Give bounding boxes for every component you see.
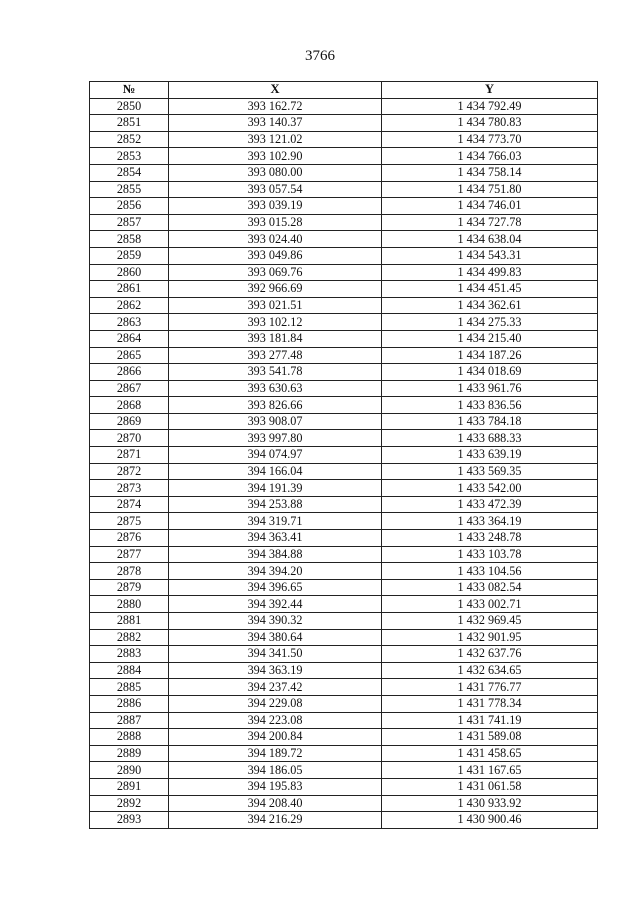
table-row bbox=[90, 314, 598, 331]
x-coordinate-cell: 393 277.48 bbox=[169, 347, 382, 364]
x-coordinate-cell: 394 166.04 bbox=[169, 463, 382, 480]
point-number-cell: 2892 bbox=[90, 795, 169, 812]
table-row bbox=[90, 812, 598, 829]
y-coordinate-cell: 1 433 784.18 bbox=[382, 413, 598, 430]
table-row bbox=[90, 613, 598, 630]
table-row bbox=[90, 563, 598, 580]
y-coordinate-cell: 1 434 758.14 bbox=[382, 164, 598, 181]
table-row bbox=[90, 679, 598, 696]
x-coordinate-cell: 394 189.72 bbox=[169, 745, 382, 762]
x-coordinate-cell: 394 319.71 bbox=[169, 513, 382, 530]
x-coordinate-cell: 393 541.78 bbox=[169, 364, 382, 381]
table-row bbox=[90, 729, 598, 746]
y-coordinate-cell: 1 431 167.65 bbox=[382, 762, 598, 779]
header-y: Y bbox=[382, 82, 598, 99]
x-coordinate-cell: 393 021.51 bbox=[169, 297, 382, 314]
y-coordinate-cell: 1 430 933.92 bbox=[382, 795, 598, 812]
table-row bbox=[90, 579, 598, 596]
x-coordinate-cell: 393 181.84 bbox=[169, 330, 382, 347]
x-coordinate-cell: 393 140.37 bbox=[169, 115, 382, 132]
y-coordinate-cell: 1 433 836.56 bbox=[382, 397, 598, 414]
x-coordinate-cell: 394 384.88 bbox=[169, 546, 382, 563]
x-coordinate-cell: 393 024.40 bbox=[169, 231, 382, 248]
y-coordinate-cell: 1 434 187.26 bbox=[382, 347, 598, 364]
x-coordinate-cell: 394 390.32 bbox=[169, 613, 382, 630]
point-number-cell: 2893 bbox=[90, 812, 169, 829]
point-number-cell: 2877 bbox=[90, 546, 169, 563]
x-coordinate-cell: 393 102.12 bbox=[169, 314, 382, 331]
y-coordinate-cell: 1 434 746.01 bbox=[382, 198, 598, 215]
x-coordinate-cell: 394 200.84 bbox=[169, 729, 382, 746]
y-coordinate-cell: 1 431 778.34 bbox=[382, 695, 598, 712]
y-coordinate-cell: 1 434 018.69 bbox=[382, 364, 598, 381]
table-row bbox=[90, 347, 598, 364]
y-coordinate-cell: 1 434 766.03 bbox=[382, 148, 598, 165]
x-coordinate-cell: 394 341.50 bbox=[169, 646, 382, 663]
point-number-cell: 2855 bbox=[90, 181, 169, 198]
point-number-cell: 2861 bbox=[90, 281, 169, 298]
x-coordinate-cell: 394 394.20 bbox=[169, 563, 382, 580]
y-coordinate-cell: 1 433 569.35 bbox=[382, 463, 598, 480]
table-row bbox=[90, 380, 598, 397]
coordinates-table bbox=[89, 81, 598, 829]
y-coordinate-cell: 1 433 248.78 bbox=[382, 530, 598, 547]
x-coordinate-cell: 393 630.63 bbox=[169, 380, 382, 397]
table-row bbox=[90, 496, 598, 513]
table-row bbox=[90, 131, 598, 148]
y-coordinate-cell: 1 434 362.61 bbox=[382, 297, 598, 314]
point-number-cell: 2872 bbox=[90, 463, 169, 480]
y-coordinate-cell: 1 434 275.33 bbox=[382, 314, 598, 331]
table-row bbox=[90, 198, 598, 215]
point-number-cell: 2851 bbox=[90, 115, 169, 132]
table-row bbox=[90, 447, 598, 464]
point-number-cell: 2878 bbox=[90, 563, 169, 580]
table-row bbox=[90, 530, 598, 547]
table-row bbox=[90, 247, 598, 264]
point-number-cell: 2858 bbox=[90, 231, 169, 248]
table-row bbox=[90, 330, 598, 347]
point-number-cell: 2887 bbox=[90, 712, 169, 729]
table-row bbox=[90, 297, 598, 314]
y-coordinate-cell: 1 433 103.78 bbox=[382, 546, 598, 563]
table-row bbox=[90, 662, 598, 679]
point-number-cell: 2879 bbox=[90, 579, 169, 596]
table-row bbox=[90, 778, 598, 795]
point-number-cell: 2884 bbox=[90, 662, 169, 679]
table-row bbox=[90, 463, 598, 480]
x-coordinate-cell: 393 997.80 bbox=[169, 430, 382, 447]
y-coordinate-cell: 1 431 458.65 bbox=[382, 745, 598, 762]
y-coordinate-cell: 1 434 638.04 bbox=[382, 231, 598, 248]
y-coordinate-cell: 1 433 961.76 bbox=[382, 380, 598, 397]
table-row bbox=[90, 646, 598, 663]
x-coordinate-cell: 394 216.29 bbox=[169, 812, 382, 829]
y-coordinate-cell: 1 431 589.08 bbox=[382, 729, 598, 746]
page-number: 3766 bbox=[305, 48, 335, 64]
x-coordinate-cell: 393 080.00 bbox=[169, 164, 382, 181]
y-coordinate-cell: 1 433 104.56 bbox=[382, 563, 598, 580]
table-row bbox=[90, 281, 598, 298]
point-number-cell: 2863 bbox=[90, 314, 169, 331]
x-coordinate-cell: 394 363.19 bbox=[169, 662, 382, 679]
table-row bbox=[90, 762, 598, 779]
x-coordinate-cell: 393 121.02 bbox=[169, 131, 382, 148]
y-coordinate-cell: 1 432 901.95 bbox=[382, 629, 598, 646]
point-number-cell: 2857 bbox=[90, 214, 169, 231]
point-number-cell: 2856 bbox=[90, 198, 169, 215]
point-number-cell: 2865 bbox=[90, 347, 169, 364]
point-number-cell: 2853 bbox=[90, 148, 169, 165]
point-number-cell: 2880 bbox=[90, 596, 169, 613]
point-number-cell: 2875 bbox=[90, 513, 169, 530]
y-coordinate-cell: 1 433 082.54 bbox=[382, 579, 598, 596]
y-coordinate-cell: 1 432 637.76 bbox=[382, 646, 598, 663]
x-coordinate-cell: 393 069.76 bbox=[169, 264, 382, 281]
y-coordinate-cell: 1 433 002.71 bbox=[382, 596, 598, 613]
table-row bbox=[90, 745, 598, 762]
point-number-cell: 2874 bbox=[90, 496, 169, 513]
y-coordinate-cell: 1 434 727.78 bbox=[382, 214, 598, 231]
x-coordinate-cell: 394 074.97 bbox=[169, 447, 382, 464]
point-number-cell: 2860 bbox=[90, 264, 169, 281]
x-coordinate-cell: 393 057.54 bbox=[169, 181, 382, 198]
table-row bbox=[90, 596, 598, 613]
x-coordinate-cell: 394 223.08 bbox=[169, 712, 382, 729]
x-coordinate-cell: 393 039.19 bbox=[169, 198, 382, 215]
table-row bbox=[90, 115, 598, 132]
x-coordinate-cell: 394 237.42 bbox=[169, 679, 382, 696]
point-number-cell: 2873 bbox=[90, 480, 169, 497]
y-coordinate-cell: 1 433 364.19 bbox=[382, 513, 598, 530]
point-number-cell: 2876 bbox=[90, 530, 169, 547]
header-number: № bbox=[90, 82, 169, 99]
x-coordinate-cell: 393 826.66 bbox=[169, 397, 382, 414]
x-coordinate-cell: 394 208.40 bbox=[169, 795, 382, 812]
x-coordinate-cell: 393 049.86 bbox=[169, 247, 382, 264]
point-number-cell: 2870 bbox=[90, 430, 169, 447]
table-row bbox=[90, 264, 598, 281]
y-coordinate-cell: 1 433 472.39 bbox=[382, 496, 598, 513]
table-row bbox=[90, 231, 598, 248]
y-coordinate-cell: 1 434 215.40 bbox=[382, 330, 598, 347]
table-row bbox=[90, 480, 598, 497]
table-row bbox=[90, 413, 598, 430]
table-row bbox=[90, 712, 598, 729]
table-row bbox=[90, 430, 598, 447]
y-coordinate-cell: 1 432 634.65 bbox=[382, 662, 598, 679]
header-x: X bbox=[169, 82, 382, 99]
table-body bbox=[90, 98, 598, 828]
y-coordinate-cell: 1 434 451.45 bbox=[382, 281, 598, 298]
point-number-cell: 2867 bbox=[90, 380, 169, 397]
y-coordinate-cell: 1 430 900.46 bbox=[382, 812, 598, 829]
point-number-cell: 2881 bbox=[90, 613, 169, 630]
x-coordinate-cell: 394 186.05 bbox=[169, 762, 382, 779]
point-number-cell: 2852 bbox=[90, 131, 169, 148]
point-number-cell: 2854 bbox=[90, 164, 169, 181]
point-number-cell: 2869 bbox=[90, 413, 169, 430]
x-coordinate-cell: 394 253.88 bbox=[169, 496, 382, 513]
x-coordinate-cell: 394 363.41 bbox=[169, 530, 382, 547]
table-row bbox=[90, 629, 598, 646]
x-coordinate-cell: 392 966.69 bbox=[169, 281, 382, 298]
point-number-cell: 2891 bbox=[90, 778, 169, 795]
table-row bbox=[90, 214, 598, 231]
x-coordinate-cell: 394 380.64 bbox=[169, 629, 382, 646]
point-number-cell: 2871 bbox=[90, 447, 169, 464]
x-coordinate-cell: 393 162.72 bbox=[169, 98, 382, 115]
table-row bbox=[90, 695, 598, 712]
table-row bbox=[90, 164, 598, 181]
point-number-cell: 2862 bbox=[90, 297, 169, 314]
y-coordinate-cell: 1 434 499.83 bbox=[382, 264, 598, 281]
y-coordinate-cell: 1 434 773.70 bbox=[382, 131, 598, 148]
table-row bbox=[90, 546, 598, 563]
point-number-cell: 2886 bbox=[90, 695, 169, 712]
x-coordinate-cell: 394 191.39 bbox=[169, 480, 382, 497]
y-coordinate-cell: 1 433 688.33 bbox=[382, 430, 598, 447]
y-coordinate-cell: 1 434 751.80 bbox=[382, 181, 598, 198]
point-number-cell: 2883 bbox=[90, 646, 169, 663]
x-coordinate-cell: 393 908.07 bbox=[169, 413, 382, 430]
point-number-cell: 2885 bbox=[90, 679, 169, 696]
point-number-cell: 2890 bbox=[90, 762, 169, 779]
y-coordinate-cell: 1 434 780.83 bbox=[382, 115, 598, 132]
x-coordinate-cell: 394 396.65 bbox=[169, 579, 382, 596]
point-number-cell: 2882 bbox=[90, 629, 169, 646]
table-row bbox=[90, 795, 598, 812]
x-coordinate-cell: 393 015.28 bbox=[169, 214, 382, 231]
y-coordinate-cell: 1 431 776.77 bbox=[382, 679, 598, 696]
point-number-cell: 2868 bbox=[90, 397, 169, 414]
table-row bbox=[90, 364, 598, 381]
y-coordinate-cell: 1 431 741.19 bbox=[382, 712, 598, 729]
y-coordinate-cell: 1 433 639.19 bbox=[382, 447, 598, 464]
header-row bbox=[90, 82, 598, 99]
x-coordinate-cell: 394 195.83 bbox=[169, 778, 382, 795]
x-coordinate-cell: 394 392.44 bbox=[169, 596, 382, 613]
table-row bbox=[90, 98, 598, 115]
table-row bbox=[90, 513, 598, 530]
table-header bbox=[90, 82, 598, 99]
y-coordinate-cell: 1 434 543.31 bbox=[382, 247, 598, 264]
table-row bbox=[90, 397, 598, 414]
x-coordinate-cell: 393 102.90 bbox=[169, 148, 382, 165]
point-number-cell: 2859 bbox=[90, 247, 169, 264]
point-number-cell: 2889 bbox=[90, 745, 169, 762]
y-coordinate-cell: 1 431 061.58 bbox=[382, 778, 598, 795]
point-number-cell: 2850 bbox=[90, 98, 169, 115]
table-row bbox=[90, 181, 598, 198]
y-coordinate-cell: 1 434 792.49 bbox=[382, 98, 598, 115]
table-row bbox=[90, 148, 598, 165]
point-number-cell: 2888 bbox=[90, 729, 169, 746]
x-coordinate-cell: 394 229.08 bbox=[169, 695, 382, 712]
y-coordinate-cell: 1 433 542.00 bbox=[382, 480, 598, 497]
point-number-cell: 2866 bbox=[90, 364, 169, 381]
point-number-cell: 2864 bbox=[90, 330, 169, 347]
y-coordinate-cell: 1 432 969.45 bbox=[382, 613, 598, 630]
